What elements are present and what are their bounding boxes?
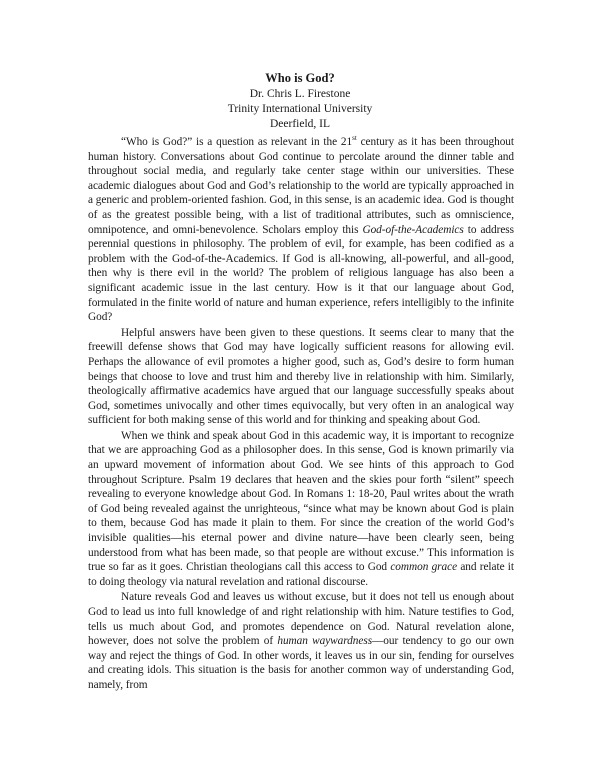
document-title: Who is God? — [265, 71, 335, 85]
ordinal-superscript: st — [352, 134, 357, 143]
paragraph-4-text-a: Nature reveals God and leaves us without excuse, but it does not tell us enough about God to lead us into full knowledge of and right relationship with him. Nature testifies to God, tells us much about God, and promotes dependence on God. Natural revelation alone, however, does not solve the problem of — [88, 591, 514, 648]
author-location: Deerfield, IL — [269, 118, 331, 130]
paragraph-4-text-b: —our tendency to go our own way and reject the things of God. In other words, it leaves us in our sin, fending for ourselves and creating idols. This situation is the basis for another common way of understanding God, namely, from — [88, 635, 514, 691]
paragraph-2: Helpful answers have been given to these questions. It seems clear to many that the freewill defense shows that God may have logically sufficient reasons for allowing evil. Perhaps the allowance of evil promotes a higher good, such as, God’s desire to form human beings that choose to love and trust him and thereby live in relationship with him. Similarly, theologically affirmative academics have argued that our language successfully speaks about God, sometimes univocally and other times equivocally, but very often in an analogical way sufficient for both making sense of this world and for thinking and speaking about God. — [88, 326, 514, 427]
document-body — [88, 135, 514, 694]
emphasis-common-grace: common grace — [390, 561, 458, 574]
author-name: Dr. Chris L. Firestone — [249, 88, 351, 100]
paragraph-3 — [88, 429, 514, 590]
paragraph-1-text-b: century as it has been throughout human history. Conversations about God continue to percolate around the dinner table and throughout social media, and regularly take center stage within our universities. These academic dialogues about God and God’s relationship to the world are typically approached in a generic and problem-oriented fashion. God, in this sense, is an academic idea. God is thought of as the greatest possible being, with a list of traditional attributes, such as omniscience, omnipotence, and omni-benevolence. Scholars employ this — [88, 136, 514, 236]
document-header — [0, 70, 600, 132]
paragraph-4 — [88, 590, 514, 692]
paragraph-1 — [88, 135, 514, 325]
paragraph-1-text-a: “Who is God?” is a question as relevant in the 21 — [121, 136, 353, 148]
author-affiliation: Trinity International University — [227, 103, 373, 115]
emphasis-god-of-the-academics: God-of-the-Academics — [362, 223, 464, 236]
emphasis-human-waywardness: human waywardness — [277, 635, 373, 648]
paragraph-3-text-a: When we think and speak about God in this academic way, it is important to recognize that we are approaching God as a philosopher does. In this sense, God is known primarily via an upward movement of information about God. We see hints of this approach to God throughout Scripture. Psalm 19 declares that heaven and the skies pour forth “silent” speech revealing to everyone knowledge about God. In Romans 1: 18-20, Paul writes about the wrath of God being revealed against the unrighteous, “since what may be known about God is plain to them, because God has made it plain to them. For since the creation of the world God’s invisible qualities—his eternal power and divine nature—have been clearly seen, being understood from what has been made, so that people are without excuse.” This information is true so far as it goes. Christian theologians call this access to God — [88, 429, 514, 574]
paragraph-3-text-b: and relate it to doing theology via natural revelation and rational discourse. — [88, 561, 514, 588]
paragraph-1-text-c: to address perennial questions in philosophy. The problem of evil, for example, has been codified as a problem with the God-of-the-Academics. If God is all-knowing, all-powerful, and all-good, then why is there evil in the world? The problem of religious language has also been a significant academic issue in the last century. How is it that our language about God, formulated in the finite world of nature and human experience, refers intelligibly to the infinite God? — [88, 223, 514, 324]
